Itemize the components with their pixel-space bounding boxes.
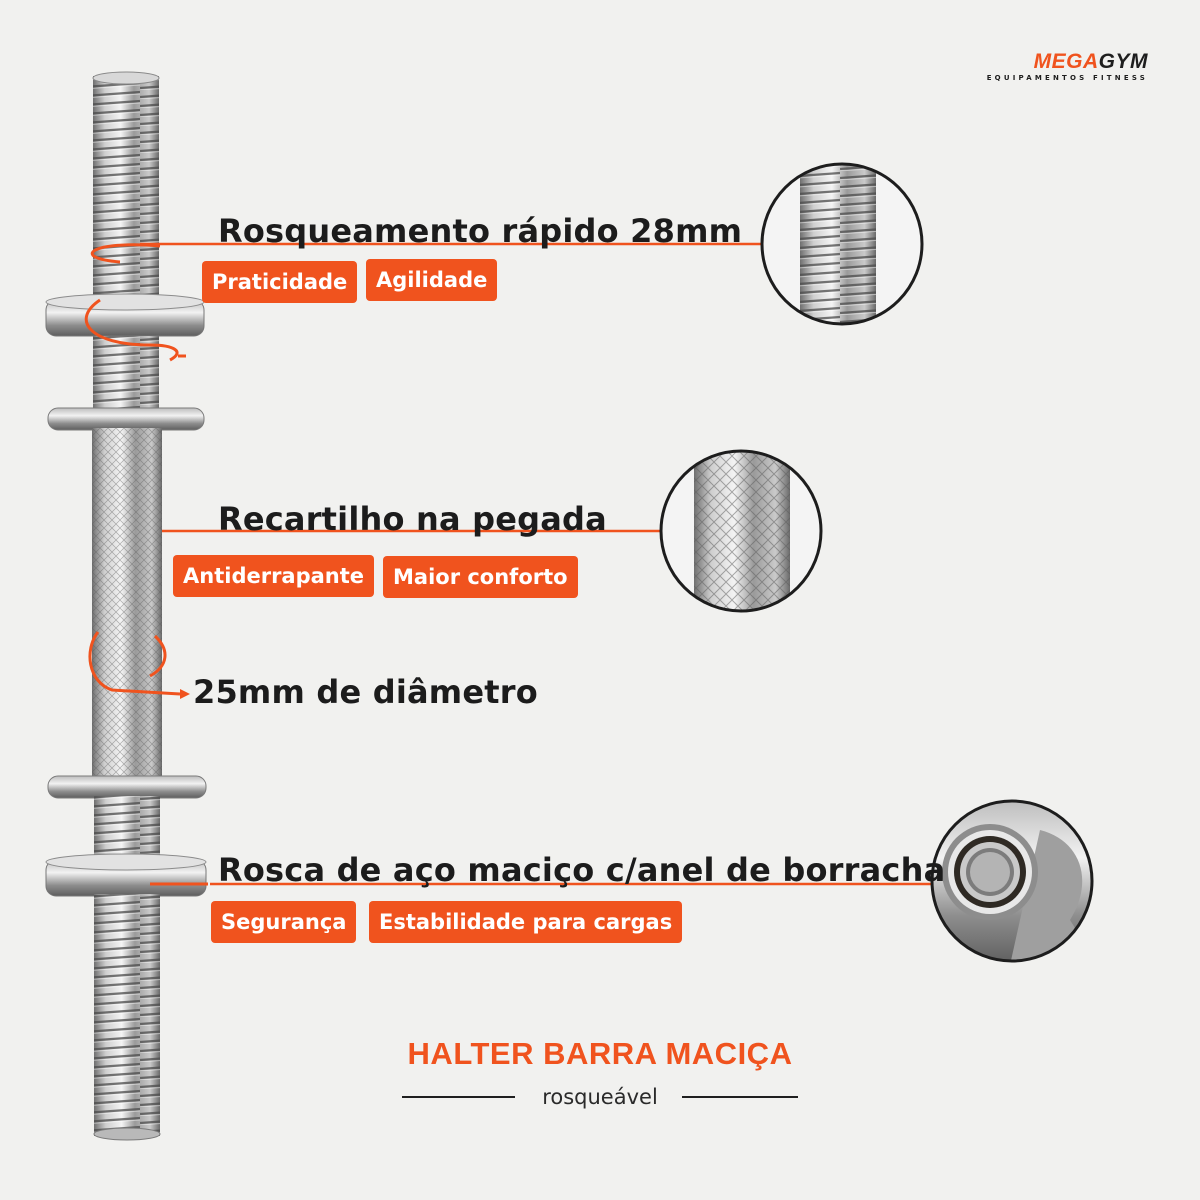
feature-title-rubber-ring: Rosca de aço maciço c/anel de borracha (218, 851, 946, 889)
brand-name-part1: MEGA (1033, 50, 1099, 73)
bar-collar-bottom (46, 854, 206, 896)
feature-title-thread: Rosqueamento rápido 28mm (218, 212, 743, 250)
tag-seguranca: Segurança (211, 901, 356, 943)
bar-lower-thread (94, 796, 160, 862)
tag-maior-conforto: Maior conforto (383, 556, 578, 598)
brand-logo (987, 52, 1148, 84)
bar-grip (92, 428, 162, 786)
bar-collar-top (46, 294, 204, 336)
tag-agilidade: Agilidade (366, 259, 497, 301)
zoom-rubber-ring-detail (930, 800, 1095, 965)
brand-name (987, 52, 1148, 72)
tag-praticidade: Praticidade (202, 261, 357, 303)
brand-name-part2: GYM (1098, 50, 1148, 73)
bar-top-thread (93, 72, 159, 308)
tag-estabilidade: Estabilidade para cargas (369, 901, 682, 943)
product-subtitle: rosqueável (542, 1085, 658, 1109)
brand-tagline: EQUIPAMENTOS FITNESS (986, 74, 1148, 82)
feature-title-knurl: Recartilho na pegada (218, 500, 607, 538)
bar-flange-bottom (48, 776, 206, 798)
zoom-knurl-detail (661, 445, 821, 620)
bar-mid-thread (93, 336, 159, 410)
bar-flange-top (48, 408, 204, 430)
feature-title-diameter: 25mm de diâmetro (193, 673, 538, 711)
product-title: HALTER BARRA MACIÇA (407, 1036, 793, 1071)
tag-antiderrapante: Antiderrapante (173, 555, 374, 597)
zoom-thread-detail (762, 160, 922, 330)
